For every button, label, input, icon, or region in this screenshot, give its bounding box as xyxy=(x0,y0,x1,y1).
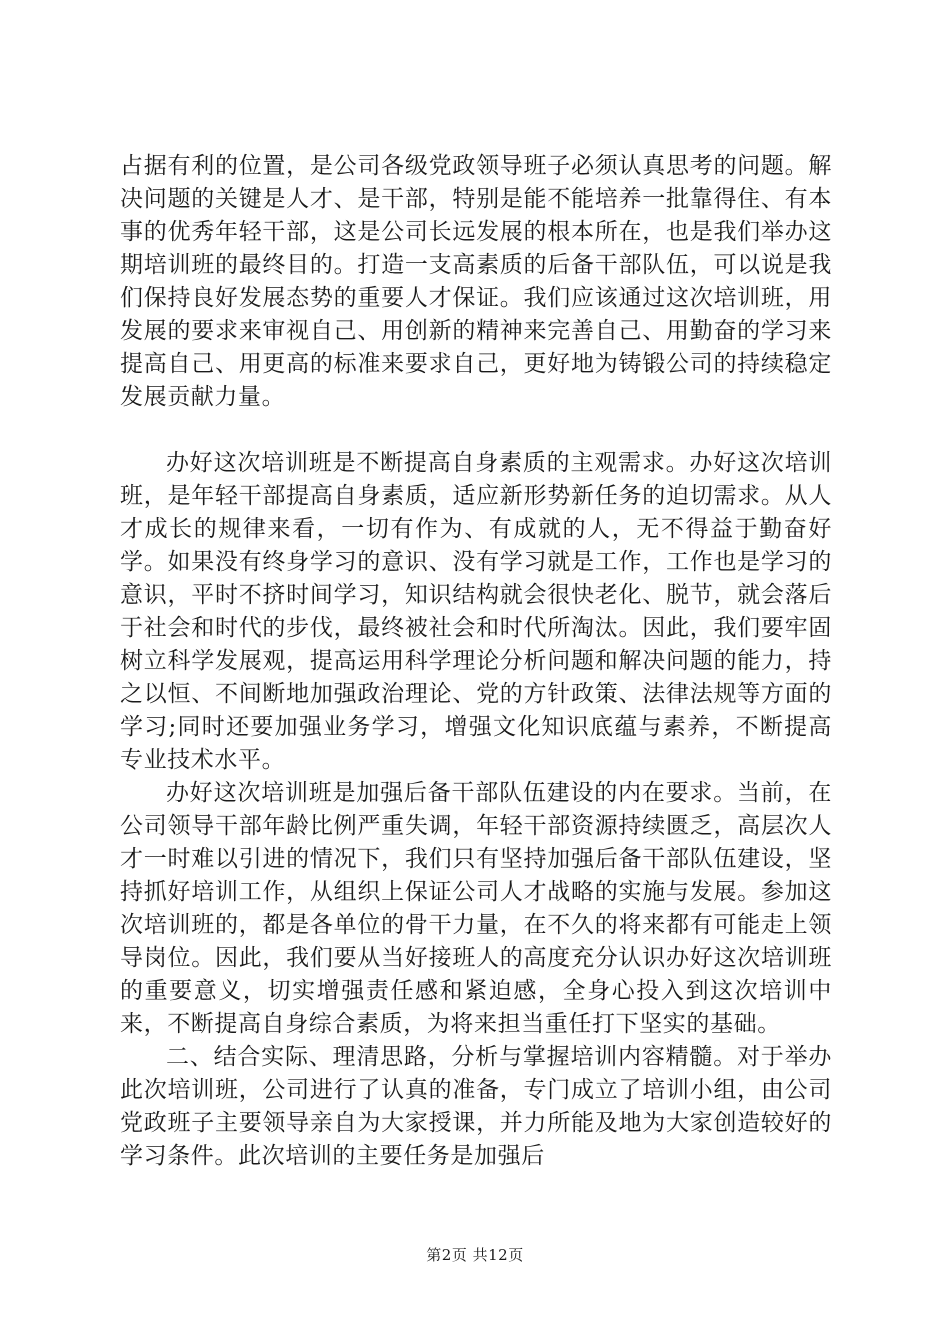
page-footer: 第2页 共12页 xyxy=(426,1246,524,1264)
paragraph-section-two: 二、结合实际、理清思路，分析与掌握培训内容精髓。对于举办此次培训班，公司进行了认真的准备，专门成立了培训小组，由公司党政班子主要领导亲自为大家授课，并力所能及地为大家创造较好的学习条件。此次培训的主要任务是加强后 xyxy=(120,1044,832,1169)
paragraph-continuation: 占据有利的位置，是公司各级党政领导班子必须认真思考的问题。解决问题的关键是人才、是干部，特别是能不能培养一批靠得住、有本事的优秀年轻干部，这是公司长远发展的根本所在，也是我们举办这期培训班的最终目的。打造一支高素质的后备干部队伍，可以说是我们保持良好发展态势的重要人才保证。我们应该通过这次培训班，用发展的要求来审视自己、用创新的精神来完善自己、用勤奋的学习来提高自己、用更高的标准来要求自己，更好地为铸锻公司的持续稳定发展贡献力量。 xyxy=(120,153,832,410)
paragraph-self-improvement: 办好这次培训班是不断提高自身素质的主观需求。办好这次培训班，是年轻干部提高自身素质，适应新形势新任务的迫切需求。从人才成长的规律来看，一切有作为、有成就的人，无不得益于勤奋好学。如果没有终身学习的意识、没有学习就是工作，工作也是学习的意识，平时不挤时间学习，知识结构就会很快老化、脱节，就会落后于社会和时代的步伐，最终被社会和时代所淘汰。因此，我们要牢固树立科学发展观，提高运用科学理论分析问题和解决问题的能力，持之以恒、不间断地加强政治理论、党的方针政策、法律法规等方面的学习;同时还要加强业务学习，增强文化知识底蕴与素养，不断提高专业技术水平。 xyxy=(120,450,832,773)
paragraph-reserve-cadre: 办好这次培训班是加强后备干部队伍建设的内在要求。当前，在公司领导干部年龄比例严重失调，年轻干部资源持续匮乏，高层次人才一时难以引进的情况下，我们只有坚持加强后备干部队伍建设，坚持抓好培训工作，从组织上保证公司人才战略的实施与发展。参加这次培训班的，都是各单位的骨干力量，在不久的将来都有可能走上领导岗位。因此，我们要从当好接班人的高度充分认识办好这次培训班的重要意义，切实增强责任感和紧迫感，全身心投入到这次培训中来，不断提高自身综合素质，为将来担当重任打下坚实的基础。 xyxy=(120,780,832,1037)
document-body xyxy=(120,150,832,1173)
